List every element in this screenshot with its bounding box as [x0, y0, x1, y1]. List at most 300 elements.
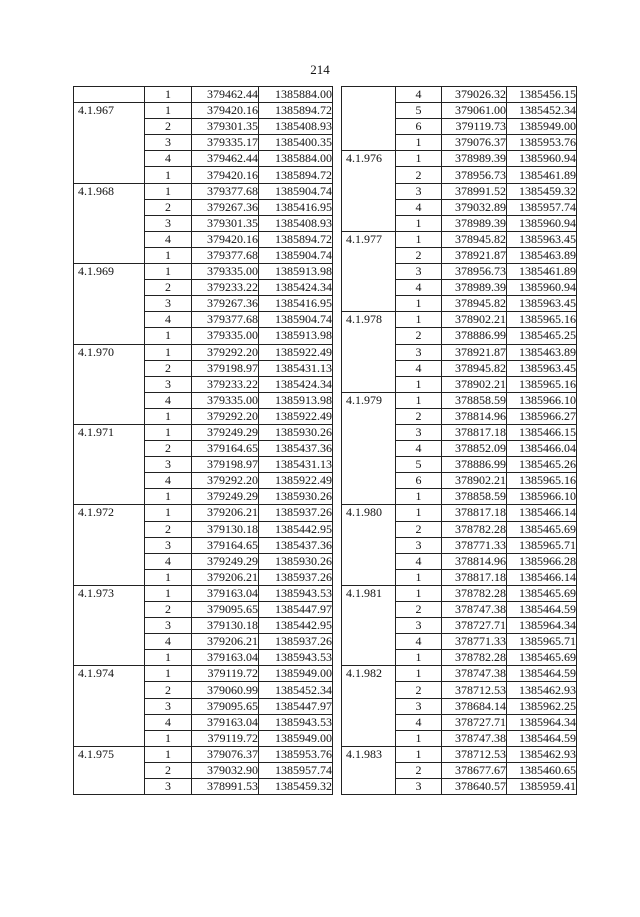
x-coordinate-cell: 378858.59 — [442, 489, 507, 505]
x-coordinate-cell: 379198.97 — [192, 457, 259, 473]
table-row — [74, 87, 333, 103]
point-number-cell: 1 — [145, 183, 192, 199]
y-coordinate-cell: 1385913.98 — [259, 264, 333, 280]
y-coordinate-cell: 1385930.26 — [259, 424, 333, 440]
point-number-cell: 4 — [145, 473, 192, 489]
point-number-cell: 2 — [145, 199, 192, 215]
y-coordinate-cell: 1385913.98 — [259, 328, 333, 344]
x-coordinate-cell: 378817.18 — [442, 424, 507, 440]
x-coordinate-cell: 379076.37 — [192, 746, 259, 762]
parcel-id-cell: 4.1.977 — [342, 231, 396, 311]
y-coordinate-cell: 1385462.93 — [507, 682, 577, 698]
y-coordinate-cell: 1385442.95 — [259, 618, 333, 634]
x-coordinate-cell: 379095.65 — [192, 602, 259, 618]
point-number-cell: 1 — [396, 376, 442, 392]
x-coordinate-cell: 378921.87 — [442, 344, 507, 360]
x-coordinate-cell: 379061.00 — [442, 103, 507, 119]
point-number-cell: 4 — [145, 231, 192, 247]
x-coordinate-cell: 379267.36 — [192, 296, 259, 312]
x-coordinate-cell: 379301.35 — [192, 215, 259, 231]
x-coordinate-cell: 379032.89 — [442, 199, 507, 215]
x-coordinate-cell: 378747.38 — [442, 602, 507, 618]
y-coordinate-cell: 1385884.00 — [259, 151, 333, 167]
table-row — [342, 87, 577, 103]
y-coordinate-cell: 1385424.34 — [259, 376, 333, 392]
x-coordinate-cell: 378712.53 — [442, 682, 507, 698]
x-coordinate-cell: 379206.21 — [192, 634, 259, 650]
x-coordinate-cell: 378677.67 — [442, 762, 507, 778]
point-number-cell: 1 — [396, 569, 442, 585]
x-coordinate-cell: 379233.22 — [192, 280, 259, 296]
point-number-cell: 4 — [396, 87, 442, 103]
point-number-cell: 1 — [396, 231, 442, 247]
y-coordinate-cell: 1385465.69 — [507, 521, 577, 537]
parcel-id-cell: 4.1.980 — [342, 505, 396, 585]
x-coordinate-cell: 378814.96 — [442, 553, 507, 569]
x-coordinate-cell: 378712.53 — [442, 746, 507, 762]
y-coordinate-cell: 1385466.14 — [507, 505, 577, 521]
x-coordinate-cell: 378956.73 — [442, 167, 507, 183]
y-coordinate-cell: 1385937.26 — [259, 505, 333, 521]
x-coordinate-cell: 378852.09 — [442, 441, 507, 457]
point-number-cell: 1 — [145, 666, 192, 682]
y-coordinate-cell: 1385966.10 — [507, 392, 577, 408]
point-number-cell: 3 — [396, 537, 442, 553]
x-coordinate-cell: 378771.33 — [442, 537, 507, 553]
x-coordinate-cell: 378684.14 — [442, 698, 507, 714]
x-coordinate-cell: 379335.00 — [192, 264, 259, 280]
x-coordinate-cell: 378817.18 — [442, 505, 507, 521]
x-coordinate-cell: 379032.90 — [192, 762, 259, 778]
point-number-cell: 1 — [396, 585, 442, 601]
y-coordinate-cell: 1385964.34 — [507, 714, 577, 730]
point-number-cell: 6 — [396, 119, 442, 135]
y-coordinate-cell: 1385884.00 — [259, 87, 333, 103]
y-coordinate-cell: 1385953.76 — [259, 746, 333, 762]
x-coordinate-cell: 379462.44 — [192, 151, 259, 167]
y-coordinate-cell: 1385953.76 — [507, 135, 577, 151]
parcel-id-cell: 4.1.982 — [342, 666, 396, 746]
point-number-cell: 1 — [145, 87, 192, 103]
y-coordinate-cell: 1385464.59 — [507, 666, 577, 682]
x-coordinate-cell: 378945.82 — [442, 296, 507, 312]
x-coordinate-cell: 378727.71 — [442, 714, 507, 730]
x-coordinate-cell: 378991.53 — [192, 779, 259, 795]
point-number-cell: 3 — [396, 183, 442, 199]
y-coordinate-cell: 1385959.41 — [507, 779, 577, 795]
y-coordinate-cell: 1385431.13 — [259, 360, 333, 376]
x-coordinate-cell: 379119.72 — [192, 666, 259, 682]
x-coordinate-cell: 378989.39 — [442, 151, 507, 167]
y-coordinate-cell: 1385464.59 — [507, 730, 577, 746]
parcel-id-cell: 4.1.971 — [74, 424, 145, 504]
point-number-cell: 3 — [396, 344, 442, 360]
point-number-cell: 3 — [145, 296, 192, 312]
point-number-cell: 1 — [145, 569, 192, 585]
y-coordinate-cell: 1385408.93 — [259, 119, 333, 135]
x-coordinate-cell: 378886.99 — [442, 328, 507, 344]
x-coordinate-cell: 378782.28 — [442, 650, 507, 666]
y-coordinate-cell: 1385894.72 — [259, 103, 333, 119]
y-coordinate-cell: 1385962.25 — [507, 698, 577, 714]
y-coordinate-cell: 1385400.35 — [259, 135, 333, 151]
x-coordinate-cell: 378727.71 — [442, 618, 507, 634]
x-coordinate-cell: 379119.73 — [442, 119, 507, 135]
point-number-cell: 5 — [396, 457, 442, 473]
y-coordinate-cell: 1385437.36 — [259, 537, 333, 553]
point-number-cell: 2 — [145, 682, 192, 698]
point-number-cell: 1 — [396, 151, 442, 167]
x-coordinate-cell: 378991.52 — [442, 183, 507, 199]
y-coordinate-cell: 1385966.10 — [507, 489, 577, 505]
x-coordinate-cell: 378989.39 — [442, 280, 507, 296]
point-number-cell: 1 — [396, 135, 442, 151]
y-coordinate-cell: 1385966.27 — [507, 408, 577, 424]
x-coordinate-cell: 379198.97 — [192, 360, 259, 376]
x-coordinate-cell: 379130.18 — [192, 521, 259, 537]
table-row — [74, 666, 333, 682]
y-coordinate-cell: 1385957.74 — [507, 199, 577, 215]
x-coordinate-cell: 378921.87 — [442, 247, 507, 263]
y-coordinate-cell: 1385437.36 — [259, 441, 333, 457]
x-coordinate-cell: 378945.82 — [442, 360, 507, 376]
point-number-cell: 2 — [145, 441, 192, 457]
point-number-cell: 1 — [396, 666, 442, 682]
x-coordinate-cell: 378771.33 — [442, 634, 507, 650]
table-row — [74, 585, 333, 601]
point-number-cell: 2 — [396, 328, 442, 344]
x-coordinate-cell: 378782.28 — [442, 585, 507, 601]
x-coordinate-cell: 378747.38 — [442, 666, 507, 682]
point-number-cell: 3 — [145, 779, 192, 795]
y-coordinate-cell: 1385452.34 — [507, 103, 577, 119]
table-row — [74, 183, 333, 199]
x-coordinate-cell: 379377.68 — [192, 247, 259, 263]
point-number-cell: 4 — [145, 553, 192, 569]
x-coordinate-cell: 379335.00 — [192, 392, 259, 408]
table-row — [74, 103, 333, 119]
table-row — [74, 505, 333, 521]
point-number-cell: 3 — [145, 618, 192, 634]
x-coordinate-cell: 379292.20 — [192, 473, 259, 489]
y-coordinate-cell: 1385456.15 — [507, 87, 577, 103]
point-number-cell: 2 — [145, 119, 192, 135]
point-number-cell: 3 — [396, 618, 442, 634]
table-row — [342, 392, 577, 408]
parcel-id-cell: 4.1.978 — [342, 312, 396, 392]
y-coordinate-cell: 1385937.26 — [259, 569, 333, 585]
y-coordinate-cell: 1385466.14 — [507, 569, 577, 585]
point-number-cell: 4 — [145, 714, 192, 730]
point-number-cell: 1 — [145, 344, 192, 360]
x-coordinate-cell: 379076.37 — [442, 135, 507, 151]
page-number: 214 — [310, 62, 330, 77]
point-number-cell: 1 — [396, 392, 442, 408]
y-coordinate-cell: 1385963.45 — [507, 231, 577, 247]
x-coordinate-cell: 379420.16 — [192, 231, 259, 247]
x-coordinate-cell: 379060.99 — [192, 682, 259, 698]
point-number-cell: 2 — [396, 602, 442, 618]
parcel-id-cell: 4.1.981 — [342, 585, 396, 665]
point-number-cell: 1 — [145, 489, 192, 505]
point-number-cell: 6 — [396, 473, 442, 489]
point-number-cell: 4 — [396, 714, 442, 730]
point-number-cell: 2 — [145, 602, 192, 618]
x-coordinate-cell: 379163.04 — [192, 585, 259, 601]
y-coordinate-cell: 1385459.32 — [259, 779, 333, 795]
point-number-cell: 2 — [396, 167, 442, 183]
point-number-cell: 5 — [396, 103, 442, 119]
coordinates-table-left — [73, 86, 333, 795]
point-number-cell: 1 — [145, 247, 192, 263]
point-number-cell: 4 — [396, 553, 442, 569]
point-number-cell: 4 — [145, 151, 192, 167]
x-coordinate-cell: 379163.04 — [192, 650, 259, 666]
y-coordinate-cell: 1385465.69 — [507, 585, 577, 601]
point-number-cell: 1 — [145, 650, 192, 666]
point-number-cell: 2 — [396, 247, 442, 263]
point-number-cell: 1 — [396, 730, 442, 746]
point-number-cell: 2 — [396, 521, 442, 537]
y-coordinate-cell: 1385965.71 — [507, 634, 577, 650]
x-coordinate-cell: 379206.21 — [192, 505, 259, 521]
y-coordinate-cell: 1385465.26 — [507, 457, 577, 473]
y-coordinate-cell: 1385466.15 — [507, 424, 577, 440]
x-coordinate-cell: 378886.99 — [442, 457, 507, 473]
point-number-cell: 1 — [396, 215, 442, 231]
x-coordinate-cell: 378814.96 — [442, 408, 507, 424]
x-coordinate-cell: 378782.28 — [442, 521, 507, 537]
table-row — [342, 585, 577, 601]
parcel-id-cell: 4.1.970 — [74, 344, 145, 424]
y-coordinate-cell: 1385963.45 — [507, 360, 577, 376]
point-number-cell: 1 — [396, 505, 442, 521]
x-coordinate-cell: 378945.82 — [442, 231, 507, 247]
y-coordinate-cell: 1385465.69 — [507, 650, 577, 666]
y-coordinate-cell: 1385904.74 — [259, 183, 333, 199]
x-coordinate-cell: 379377.68 — [192, 183, 259, 199]
point-number-cell: 1 — [145, 103, 192, 119]
x-coordinate-cell: 379249.29 — [192, 553, 259, 569]
x-coordinate-cell: 378902.21 — [442, 376, 507, 392]
table-row — [342, 505, 577, 521]
y-coordinate-cell: 1385904.74 — [259, 312, 333, 328]
point-number-cell: 4 — [396, 199, 442, 215]
y-coordinate-cell: 1385460.65 — [507, 762, 577, 778]
table-row — [74, 746, 333, 762]
y-coordinate-cell: 1385904.74 — [259, 247, 333, 263]
point-number-cell: 2 — [396, 762, 442, 778]
point-number-cell: 4 — [145, 312, 192, 328]
point-number-cell: 1 — [396, 650, 442, 666]
x-coordinate-cell: 379420.16 — [192, 167, 259, 183]
y-coordinate-cell: 1385965.16 — [507, 312, 577, 328]
y-coordinate-cell: 1385960.94 — [507, 280, 577, 296]
y-coordinate-cell: 1385463.89 — [507, 344, 577, 360]
parcel-id-cell: 4.1.967 — [74, 103, 145, 183]
point-number-cell: 1 — [396, 489, 442, 505]
x-coordinate-cell: 378989.39 — [442, 215, 507, 231]
parcel-id-cell: 4.1.969 — [74, 264, 145, 344]
point-number-cell: 4 — [396, 634, 442, 650]
x-coordinate-cell: 378902.21 — [442, 312, 507, 328]
point-number-cell: 4 — [396, 441, 442, 457]
parcel-id-cell — [342, 87, 396, 151]
table-row — [342, 231, 577, 247]
parcel-id-cell: 4.1.974 — [74, 666, 145, 746]
y-coordinate-cell: 1385943.53 — [259, 714, 333, 730]
x-coordinate-cell: 379249.29 — [192, 424, 259, 440]
y-coordinate-cell: 1385943.53 — [259, 585, 333, 601]
x-coordinate-cell: 379301.35 — [192, 119, 259, 135]
point-number-cell: 2 — [145, 521, 192, 537]
point-number-cell: 1 — [396, 746, 442, 762]
parcel-id-cell: 4.1.979 — [342, 392, 396, 505]
y-coordinate-cell: 1385447.97 — [259, 602, 333, 618]
point-number-cell: 3 — [145, 376, 192, 392]
x-coordinate-cell: 379462.44 — [192, 87, 259, 103]
y-coordinate-cell: 1385937.26 — [259, 634, 333, 650]
table-row — [74, 424, 333, 440]
x-coordinate-cell: 378640.57 — [442, 779, 507, 795]
y-coordinate-cell: 1385922.49 — [259, 344, 333, 360]
y-coordinate-cell: 1385913.98 — [259, 392, 333, 408]
point-number-cell: 2 — [145, 762, 192, 778]
point-number-cell: 2 — [396, 408, 442, 424]
parcel-id-cell: 4.1.976 — [342, 151, 396, 231]
x-coordinate-cell: 378817.18 — [442, 569, 507, 585]
y-coordinate-cell: 1385965.16 — [507, 376, 577, 392]
x-coordinate-cell: 378747.38 — [442, 730, 507, 746]
parcel-id-cell: 4.1.973 — [74, 585, 145, 665]
point-number-cell: 4 — [145, 634, 192, 650]
y-coordinate-cell: 1385466.04 — [507, 441, 577, 457]
y-coordinate-cell: 1385930.26 — [259, 553, 333, 569]
y-coordinate-cell: 1385930.26 — [259, 489, 333, 505]
point-number-cell: 1 — [145, 730, 192, 746]
y-coordinate-cell: 1385424.34 — [259, 280, 333, 296]
table-row — [342, 666, 577, 682]
point-number-cell: 3 — [396, 698, 442, 714]
point-number-cell: 1 — [145, 167, 192, 183]
y-coordinate-cell: 1385416.95 — [259, 296, 333, 312]
table-row — [342, 151, 577, 167]
x-coordinate-cell: 379292.20 — [192, 408, 259, 424]
x-coordinate-cell: 378956.73 — [442, 264, 507, 280]
x-coordinate-cell: 379377.68 — [192, 312, 259, 328]
coordinates-table-right — [341, 86, 577, 795]
point-number-cell: 1 — [145, 746, 192, 762]
point-number-cell: 3 — [145, 698, 192, 714]
y-coordinate-cell: 1385957.74 — [259, 762, 333, 778]
y-coordinate-cell: 1385452.34 — [259, 682, 333, 698]
y-coordinate-cell: 1385943.53 — [259, 650, 333, 666]
parcel-id-cell: 4.1.972 — [74, 505, 145, 585]
point-number-cell: 4 — [396, 280, 442, 296]
x-coordinate-cell: 379164.65 — [192, 537, 259, 553]
point-number-cell: 1 — [396, 312, 442, 328]
y-coordinate-cell: 1385922.49 — [259, 473, 333, 489]
point-number-cell: 2 — [396, 682, 442, 698]
point-number-cell: 3 — [145, 215, 192, 231]
x-coordinate-cell: 379335.17 — [192, 135, 259, 151]
y-coordinate-cell: 1385894.72 — [259, 231, 333, 247]
y-coordinate-cell: 1385464.59 — [507, 602, 577, 618]
y-coordinate-cell: 1385462.93 — [507, 746, 577, 762]
y-coordinate-cell: 1385431.13 — [259, 457, 333, 473]
x-coordinate-cell: 379335.00 — [192, 328, 259, 344]
y-coordinate-cell: 1385949.00 — [259, 730, 333, 746]
point-number-cell: 1 — [145, 408, 192, 424]
parcel-id-cell: 4.1.983 — [342, 746, 396, 794]
x-coordinate-cell: 379249.29 — [192, 489, 259, 505]
x-coordinate-cell: 379163.04 — [192, 714, 259, 730]
point-number-cell: 2 — [145, 360, 192, 376]
point-number-cell: 1 — [145, 585, 192, 601]
y-coordinate-cell: 1385459.32 — [507, 183, 577, 199]
y-coordinate-cell: 1385960.94 — [507, 215, 577, 231]
x-coordinate-cell: 378858.59 — [442, 392, 507, 408]
table-row — [74, 344, 333, 360]
point-number-cell: 1 — [145, 424, 192, 440]
y-coordinate-cell: 1385949.00 — [507, 119, 577, 135]
point-number-cell: 1 — [396, 296, 442, 312]
x-coordinate-cell: 379095.65 — [192, 698, 259, 714]
y-coordinate-cell: 1385960.94 — [507, 151, 577, 167]
y-coordinate-cell: 1385416.95 — [259, 199, 333, 215]
y-coordinate-cell: 1385461.89 — [507, 264, 577, 280]
point-number-cell: 3 — [396, 779, 442, 795]
y-coordinate-cell: 1385894.72 — [259, 167, 333, 183]
point-number-cell: 1 — [145, 264, 192, 280]
y-coordinate-cell: 1385949.00 — [259, 666, 333, 682]
point-number-cell: 3 — [396, 424, 442, 440]
y-coordinate-cell: 1385408.93 — [259, 215, 333, 231]
y-coordinate-cell: 1385965.71 — [507, 537, 577, 553]
y-coordinate-cell: 1385965.16 — [507, 473, 577, 489]
y-coordinate-cell: 1385966.28 — [507, 553, 577, 569]
y-coordinate-cell: 1385922.49 — [259, 408, 333, 424]
x-coordinate-cell: 379206.21 — [192, 569, 259, 585]
y-coordinate-cell: 1385465.25 — [507, 328, 577, 344]
x-coordinate-cell: 379267.36 — [192, 199, 259, 215]
point-number-cell: 3 — [145, 537, 192, 553]
x-coordinate-cell: 379292.20 — [192, 344, 259, 360]
x-coordinate-cell: 378902.21 — [442, 473, 507, 489]
x-coordinate-cell: 379233.22 — [192, 376, 259, 392]
y-coordinate-cell: 1385463.89 — [507, 247, 577, 263]
point-number-cell: 4 — [396, 360, 442, 376]
x-coordinate-cell: 379130.18 — [192, 618, 259, 634]
x-coordinate-cell: 379119.72 — [192, 730, 259, 746]
table-row — [342, 312, 577, 328]
y-coordinate-cell: 1385964.34 — [507, 618, 577, 634]
x-coordinate-cell: 379164.65 — [192, 441, 259, 457]
point-number-cell: 1 — [145, 328, 192, 344]
point-number-cell: 2 — [145, 280, 192, 296]
y-coordinate-cell: 1385442.95 — [259, 521, 333, 537]
x-coordinate-cell: 379420.16 — [192, 103, 259, 119]
parcel-id-cell — [74, 87, 145, 103]
point-number-cell: 3 — [145, 457, 192, 473]
point-number-cell: 1 — [145, 505, 192, 521]
point-number-cell: 4 — [145, 392, 192, 408]
point-number-cell: 3 — [145, 135, 192, 151]
x-coordinate-cell: 379026.32 — [442, 87, 507, 103]
y-coordinate-cell: 1385461.89 — [507, 167, 577, 183]
y-coordinate-cell: 1385447.97 — [259, 698, 333, 714]
point-number-cell: 3 — [396, 264, 442, 280]
